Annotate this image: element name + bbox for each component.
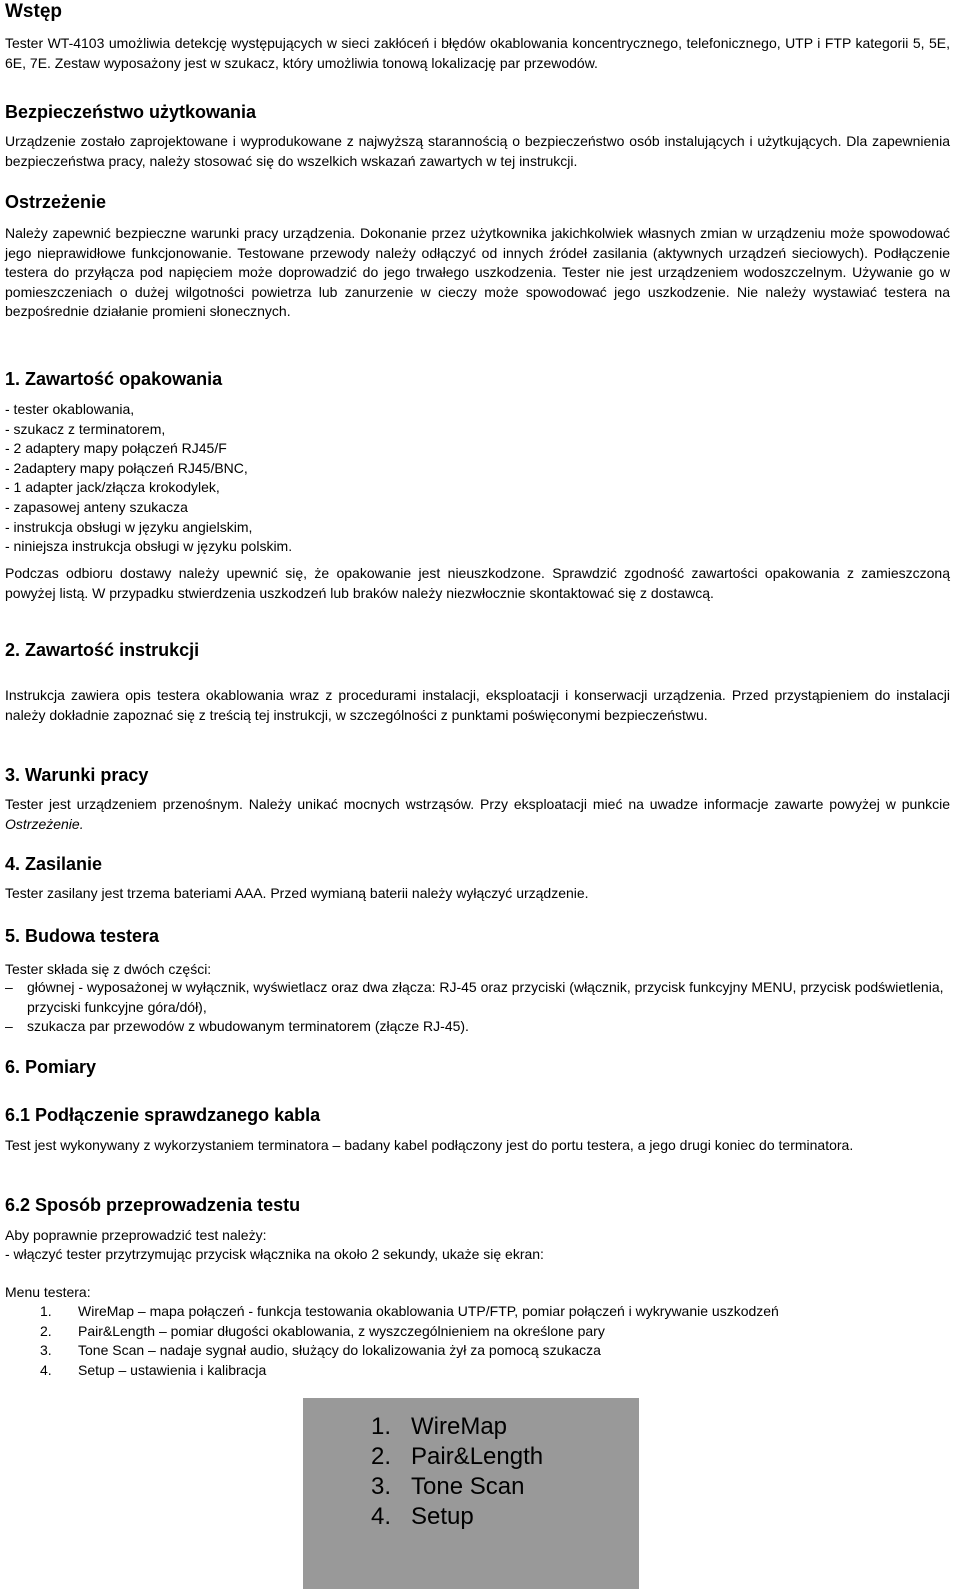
section-5-heading (5, 926, 950, 947)
package-contents-list (5, 400, 950, 557)
menu-item-number: 4. (40, 1361, 52, 1378)
list-item: - 2adaptery mapy połączeń RJ45/BNC, (5, 459, 248, 476)
list-item: - zapasowej anteny szukacza (5, 498, 188, 515)
menu-item-text: Tone Scan – nadaje sygnał audio, służący do lokalizowania żył za pomocą szukacza (78, 1342, 601, 1358)
section-6-1-title: Podłączenie sprawdzanego kabla (35, 1105, 321, 1125)
section-3-body: Tester jest urządzeniem przenośnym. Należy unikać mocnych wstrząsów. Przy eksploatacji mieć na uwadze informacje zawarte powyżej w punkcie (5, 796, 950, 812)
menu-item-number: 3. (40, 1342, 52, 1358)
section-3-title: Warunki pracy (25, 765, 149, 785)
menu-item-number: 1. (40, 1303, 52, 1319)
screen-item-text: Setup (411, 1503, 474, 1530)
section-6-1-text: Test jest wykonywany z wykorzystaniem terminatora – badany kabel podłączony jest do portu testera, a jego drugi koniec do terminatora. (5, 1137, 854, 1153)
menu-item-number: 2. (40, 1322, 52, 1339)
section-2-heading (5, 640, 950, 661)
section-6-heading (5, 1057, 950, 1078)
section-4-number: 4. (5, 854, 21, 874)
section-1-title: Zawartość opakowania (25, 369, 223, 389)
section-3-reference: Ostrzeżenie. (5, 815, 84, 832)
screen-item-text: Pair&Length (411, 1443, 544, 1470)
safety-text: Urządzenie zostało zaprojektowane i wyprodukowane z najwyższą starannością o bezpieczeństwo osób instalujących i użytkujących. Dla zapewnienia bezpieczeństwa pracy, należy stosować się do wszelkich wskazań zawartych w tej instrukcji. (5, 133, 950, 169)
section-6-1-number: 6.1 (5, 1105, 31, 1125)
screen-menu-item (371, 1502, 543, 1532)
list-item: - instrukcja obsługi w języku angielskim, (5, 518, 253, 535)
device-parts-list (5, 978, 950, 1037)
intro-heading: Wstęp (5, 1, 62, 22)
section-5-number: 5. (5, 926, 21, 946)
menu-item-text: Setup – ustawienia i kalibracja (78, 1361, 267, 1378)
section-4-heading (5, 854, 950, 875)
menu-item-text: Pair&Length – pomiar długości okablowania, z wyszczególnieniem na określone pary (78, 1322, 605, 1339)
screen-menu-item (371, 1412, 543, 1442)
screen-item-number: 4. (371, 1503, 392, 1530)
list-item: - niniejsza instrukcja obsługi w języku polskim. (5, 538, 293, 555)
warning-text: Należy zapewnić bezpieczne warunki pracy urządzenia. Dokonanie przez użytkownika jakichkolwiek własnych zmian w urządzeniu może spowodować jego nieprawidłowe funkcjonowanie. Testowane przewody należy odłączyć od innych źródeł zasilania (aktywnych urządzeń sieciowych). Podłączenie testera do przyłącza pod napięciem może doprowadzić do jego trwałego uszkodzenia. Tester nie jest urządzeniem wodoszczelnym. Używanie go w pomieszczeniach o dużej wilgotności powietrza lub zanurzenie w cieczy może spowodować jego uszkodzenie. Nie należy wystawiać testera na bezpośrednie działanie promieni słonecznych. (5, 225, 950, 319)
menu-title: Menu testera: (5, 1284, 91, 1300)
tester-screen-menu (371, 1412, 543, 1532)
section-6-1-heading (5, 1105, 950, 1126)
tester-screen-image (303, 1398, 639, 1589)
section-1-number: 1. (5, 369, 21, 389)
screen-item-number: 2. (371, 1443, 392, 1470)
menu-description-item (5, 1322, 950, 1342)
section-2-number: 2. (5, 640, 21, 660)
menu-item-text: WireMap – mapa połączeń - funkcja testowania okablowania UTP/FTP, pomiar połączeń i wykrywanie uszkodzeń (78, 1303, 779, 1319)
section-6-2-heading (5, 1195, 950, 1216)
safety-heading: Bezpieczeństwo użytkowania (5, 102, 257, 122)
screen-menu-item (371, 1472, 543, 1502)
section-4-title: Zasilanie (25, 854, 103, 874)
screen-item-text: WireMap (411, 1413, 508, 1440)
section-5-title: Budowa testera (25, 926, 160, 946)
section-6-2-number: 6.2 (5, 1195, 31, 1215)
warning-heading: Ostrzeżenie (5, 192, 107, 212)
menu-description-item (5, 1361, 950, 1381)
screen-item-number: 3. (371, 1473, 392, 1500)
menu-description-item (5, 1341, 950, 1361)
list-item: – szukacza par przewodów z wbudowanym terminatorem (złącze RJ-45). (5, 1017, 950, 1037)
section-6-title: Pomiary (25, 1057, 97, 1077)
section-2-title: Zawartość instrukcji (25, 640, 200, 660)
list-item: - 2 adaptery mapy połączeń RJ45/F (5, 440, 227, 457)
section-3-number: 3. (5, 765, 21, 785)
test-steps-intro: Aby poprawnie przeprowadzić test należy: (5, 1227, 267, 1243)
intro-text: Tester WT-4103 umożliwia detekcję występujących w sieci zakłóceń i błędów okablowania koncentrycznego, telefonicznego, UTP i FTP kategorii 5, 5E, 6E, 7E. Zestaw wyposażony jest w szukacz, który umożliwia tonową lokalizację par przewodów. (5, 35, 950, 71)
menu-description-item (5, 1302, 950, 1322)
package-check-text: Podczas odbioru dostawy należy upewnić się, że opakowanie jest nieuszkodzone. Sprawdzić zgodność zawartości opakowania z zamieszczoną powyżej listą. W przypadku stwierdzenia uszkodzeń lub braków należy niezwłocznie skontaktować się z dostawcą. (5, 565, 950, 601)
list-item: - szukacz z terminatorem, (5, 420, 166, 437)
section-3-heading (5, 765, 950, 786)
section-3-text (5, 795, 950, 834)
list-item: - tester okablowania, (5, 401, 135, 417)
section-4-text: Tester zasilany jest trzema bateriami AAA. Przed wymianą baterii należy wyłączyć urządzenie. (5, 885, 589, 901)
list-item: - 1 adapter jack/złącza krokodylek, (5, 479, 220, 496)
section-6-number: 6. (5, 1057, 21, 1077)
section-5-intro: Tester składa się z dwóch części: (5, 961, 212, 977)
section-1-heading (5, 369, 950, 390)
list-item: – głównej - wyposażonej w wyłącznik, wyświetlacz oraz dwa złącza: RJ-45 oraz przyciski (włącznik, przycisk funkcyjny MENU, przycisk podświetlenia, przyciski funkcyjne góra/dół), (5, 978, 950, 1017)
screen-item-number: 1. (371, 1413, 392, 1440)
screen-menu-item (371, 1442, 543, 1472)
section-2-text: Instrukcja zawiera opis testera okablowania wraz z procedurami instalacji, eksploatacji i konserwacji urządzenia. Przed przystąpieniem do instalacji należy dokładnie zapoznać się z treścią tej instrukcji, w szczególności z punktami poświęconymi bezpieczeństwu. (5, 687, 950, 723)
test-step-power-on: - włączyć tester przytrzymując przycisk włącznika na około 2 sekundy, ukaże się ekran: (5, 1246, 544, 1262)
section-6-2-title: Sposób przeprowadzenia testu (35, 1195, 301, 1215)
screen-item-text: Tone Scan (411, 1473, 525, 1500)
tester-menu-list (5, 1302, 950, 1380)
